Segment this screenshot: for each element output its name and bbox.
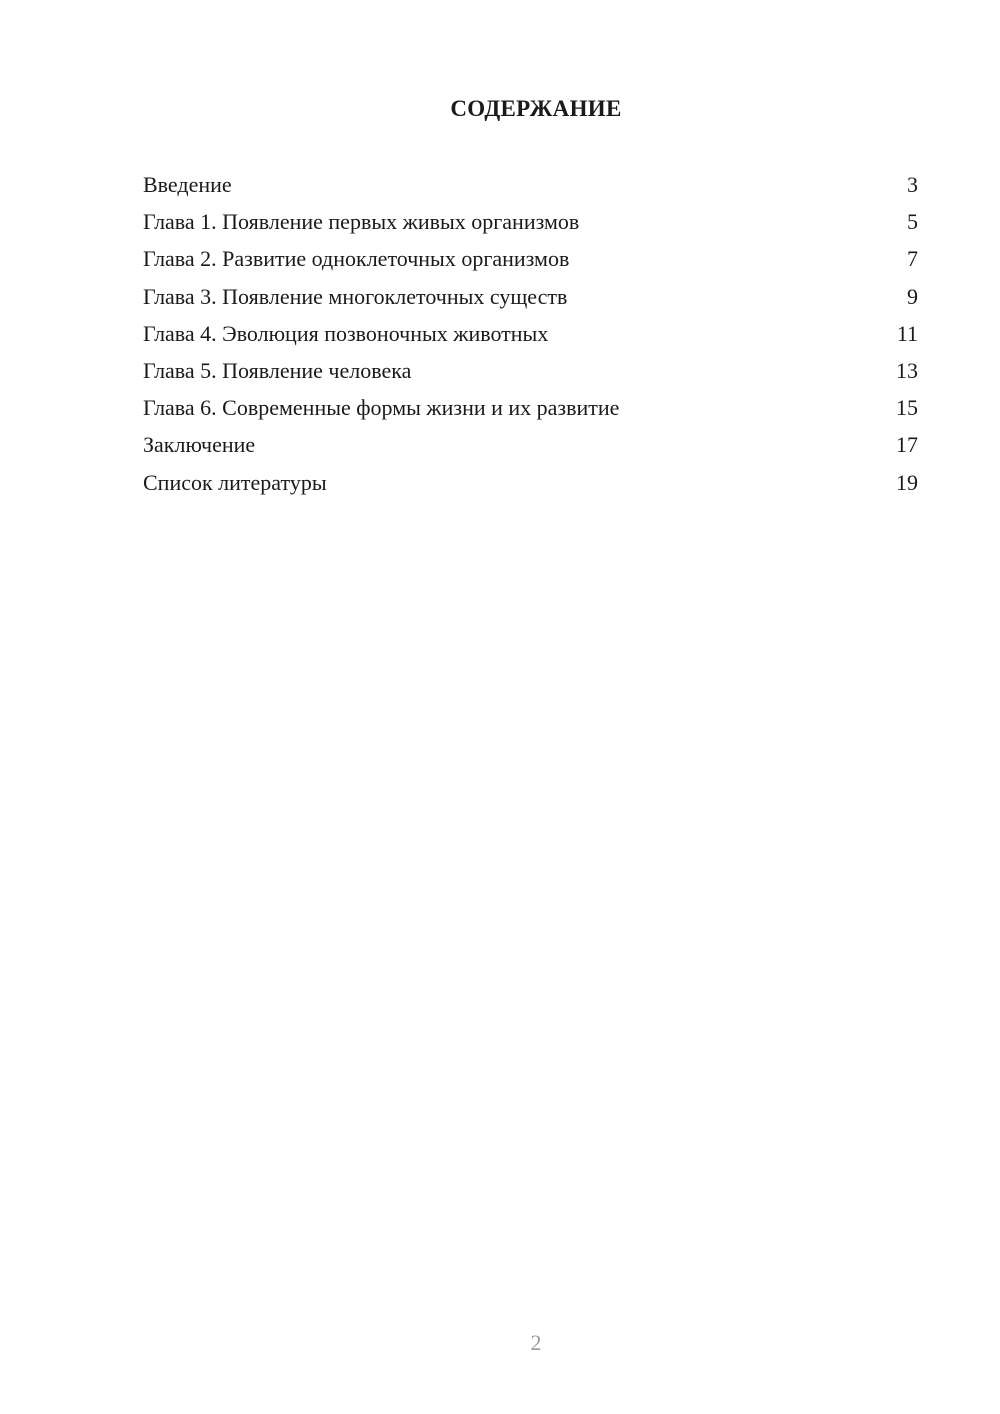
table-of-contents — [143, 168, 918, 503]
toc-entry-label: Глава 6. Современные формы жизни и их развитие — [143, 395, 620, 421]
toc-entry-page: 5 — [907, 209, 918, 235]
toc-entry-label: Глава 4. Эволюция позвоночных животных — [143, 320, 549, 346]
toc-entry-label: Глава 5. Появление человека — [143, 357, 412, 383]
toc-entry-conclusion — [143, 428, 918, 465]
toc-entry-chapter-5 — [143, 354, 918, 391]
toc-entry-page: 17 — [896, 432, 918, 458]
toc-entry-chapter-4 — [143, 317, 918, 354]
toc-entry-page: 19 — [896, 469, 918, 495]
toc-entry-page: 9 — [907, 283, 918, 309]
page-number: 2 — [530, 1330, 542, 1355]
toc-entry-label: Глава 1. Появление первых живых организмов — [143, 209, 580, 235]
toc-entry-introduction — [143, 168, 918, 205]
toc-entry-chapter-6 — [143, 391, 918, 428]
toc-entry-label: Глава 2. Развитие одноклеточных организмов — [143, 246, 570, 272]
toc-entry-page: 7 — [907, 246, 918, 272]
toc-entry-page: 13 — [896, 357, 918, 383]
toc-entry-page: 15 — [896, 395, 918, 421]
toc-entry-label: Введение — [143, 172, 232, 197]
toc-entry-page: 3 — [907, 172, 918, 197]
toc-entry-page: 11 — [896, 320, 918, 346]
toc-entry-chapter-3 — [143, 280, 918, 317]
toc-entry-references — [143, 466, 918, 503]
toc-title: СОДЕРЖАНИЕ — [450, 96, 622, 121]
toc-entry-chapter-1 — [143, 205, 918, 242]
toc-entry-label: Заключение — [143, 432, 256, 458]
toc-entry-label: Глава 3. Появление многоклеточных существ — [143, 283, 568, 309]
toc-entry-chapter-2 — [143, 242, 918, 279]
toc-entry-label: Список литературы — [143, 469, 327, 495]
